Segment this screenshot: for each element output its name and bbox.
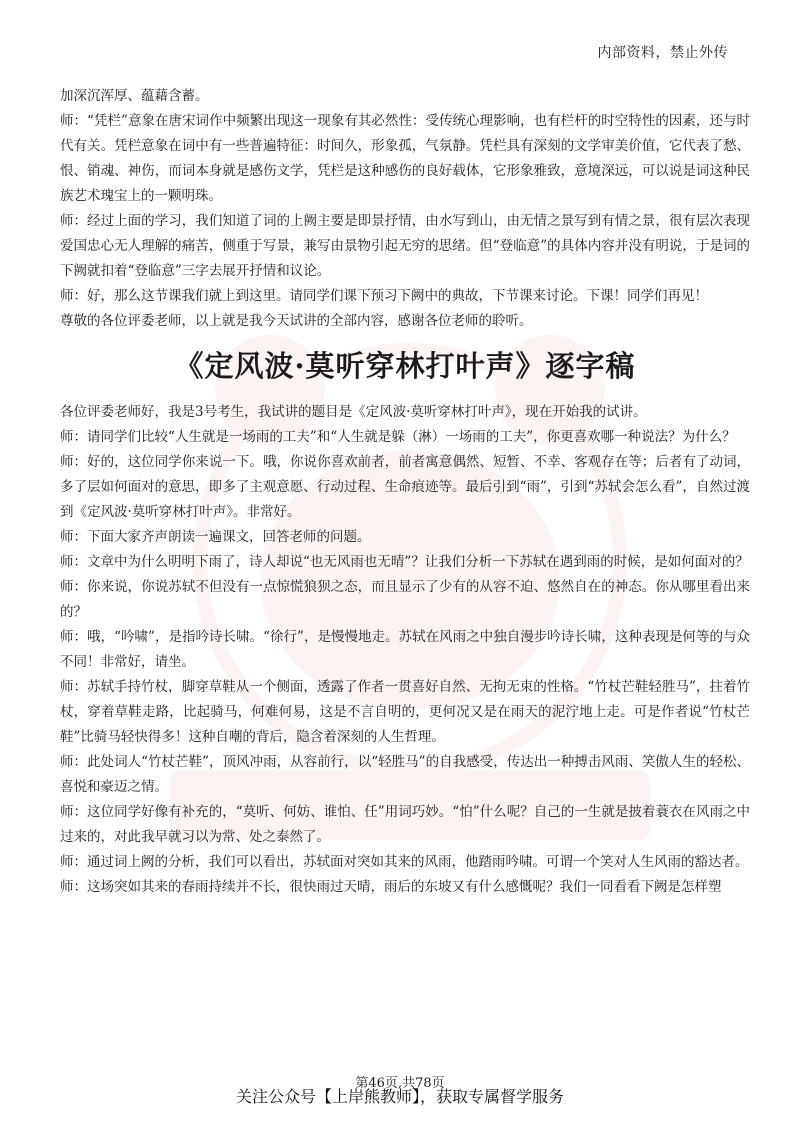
paragraph: 师：好的，这位同学你来说一下。哦，你说你喜欢前者，前者寓意偶然、短暂、不幸、客观存在等；后者有了动词，多了层如何面对的意思，即多了主观意愿、行动过程、生命痕迹等。最后引到“雨”，引到“苏轼会怎么看”，自然过渡到《定风波·莫听穿林打叶声》。非常好。	[60, 454, 750, 520]
footer-promo: 关注公众号【上岸熊教师】，获取专属督学服务	[235, 1087, 564, 1106]
paragraph: 师：通过词上阙的分析，我们可以看出，苏轼面对突如其来的风雨，他踏雨吟啸。可谓一个笑对人生风雨的豁达者。	[60, 854, 749, 870]
page-number: 第46页,共78页	[355, 1076, 445, 1091]
paragraph: 师：这位同学好像有补充的，“莫听、何妨、谁怕、任”用词巧妙。“怕”什么呢？自己的一生就是披着蓑衣在风雨之中过来的，对此我早就习以为常、处之泰然了。	[60, 804, 750, 845]
paragraph: 师：这场突如其来的春雨持续并不长，很快雨过天晴，雨后的东坡又有什么感慨呢？我们一同看看下阙是怎样塑	[60, 879, 722, 895]
document-title: 《定风波·莫听穿林打叶声》逐字稿	[174, 349, 636, 383]
paragraph: 师：下面大家齐声朗读一遍课文，回答老师的问题。	[60, 529, 371, 545]
paragraph: 师：好，那么这节课我们就上到这里。请同学们课下预习下阙中的典故，下节课来讨论。下课！同学们再见！	[60, 288, 708, 304]
paragraph: 师：文章中为什么明明下雨了，诗人却说“也无风雨也无晴”？让我们分析一下苏轼在遇到雨的时候，是如何面对的？	[60, 554, 749, 570]
paragraph: 师：此处词人“竹杖芒鞋”，顶风冲雨，从容前行，以“轻胜马”的自我感受，传达出一种搏击风雨、笑傲人生的轻松、喜悦和豪迈之情。	[60, 754, 750, 795]
paragraph: 师：经过上面的学习，我们知道了词的上阙主要是即景抒情，由水写到山，由无情之景写到有情之景，很有层次表现爱国忠心无人理解的痛苦，侧重于写景，兼写由景物引起无穷的思绪。但“登临意”的具体内容并没有明说，于是词的下阙就扣着“登临意”三字去展开抒情和议论。	[60, 213, 750, 279]
paragraph: 师：哦，“吟啸”，是指吟诗长啸。“徐行”，是慢慢地走。苏轼在风雨之中独自漫步吟诗长啸，这种表现是何等的与众不同！非常好，请坐。	[60, 629, 750, 670]
document-body	[60, 84, 750, 900]
paragraph: 师：“凭栏”意象在唐宋词作中频繁出现这一现象有其必然性：受传统心理影响，也有栏杆的时空特性的因素，还与时代有关。凭栏意象在词中有一些普遍特征：时间久，形象孤，气氛静。凭栏具有深刻的文学审美价值，它代表了愁、恨、销魂、神伤，而词本身就是感伤文学，凭栏是这种感伤的良好载体，它形象雅致，意境深远，可以说是词这种民族艺术瑰宝上的一颗明珠。	[60, 113, 750, 204]
paragraph: 师：请同学们比较“人生就是一场雨的工夫”和“人生就是躲（淋）一场雨的工夫”，你更喜欢哪一种说法？为什么？	[60, 429, 736, 445]
paragraph: 各位评委老师好，我是3号考生，我试讲的题目是《定风波·莫听穿林打叶声》，现在开始我的试讲。	[60, 404, 647, 420]
confidential-note: 内部资料，禁止外传	[597, 45, 728, 61]
paragraph: 师：苏轼手持竹杖，脚穿草鞋从一个侧面，透露了作者一贯喜好自然、无拘无束的性格。“竹杖芒鞋轻胜马”，拄着竹杖，穿着草鞋走路，比起骑马，何难何易，这是不言自明的，更何况又是在雨天的泥泞地上走。可是作者说“竹杖芒鞋”比骑马轻快得多！这种自嘲的背后，隐含着深刻的人生哲理。	[60, 679, 750, 745]
paragraph: 师：你来说，你说苏轼不但没有一点惊慌狼狈之态，而且显示了少有的从容不迫、悠然自在的神态。你从哪里看出来的？	[60, 579, 750, 620]
paragraph: 尊敬的各位评委老师，以上就是我今天试讲的全部内容，感谢各位老师的聆听。	[60, 313, 533, 329]
paragraph: 加深沉浑厚、蕴藉含蓄。	[60, 88, 209, 104]
